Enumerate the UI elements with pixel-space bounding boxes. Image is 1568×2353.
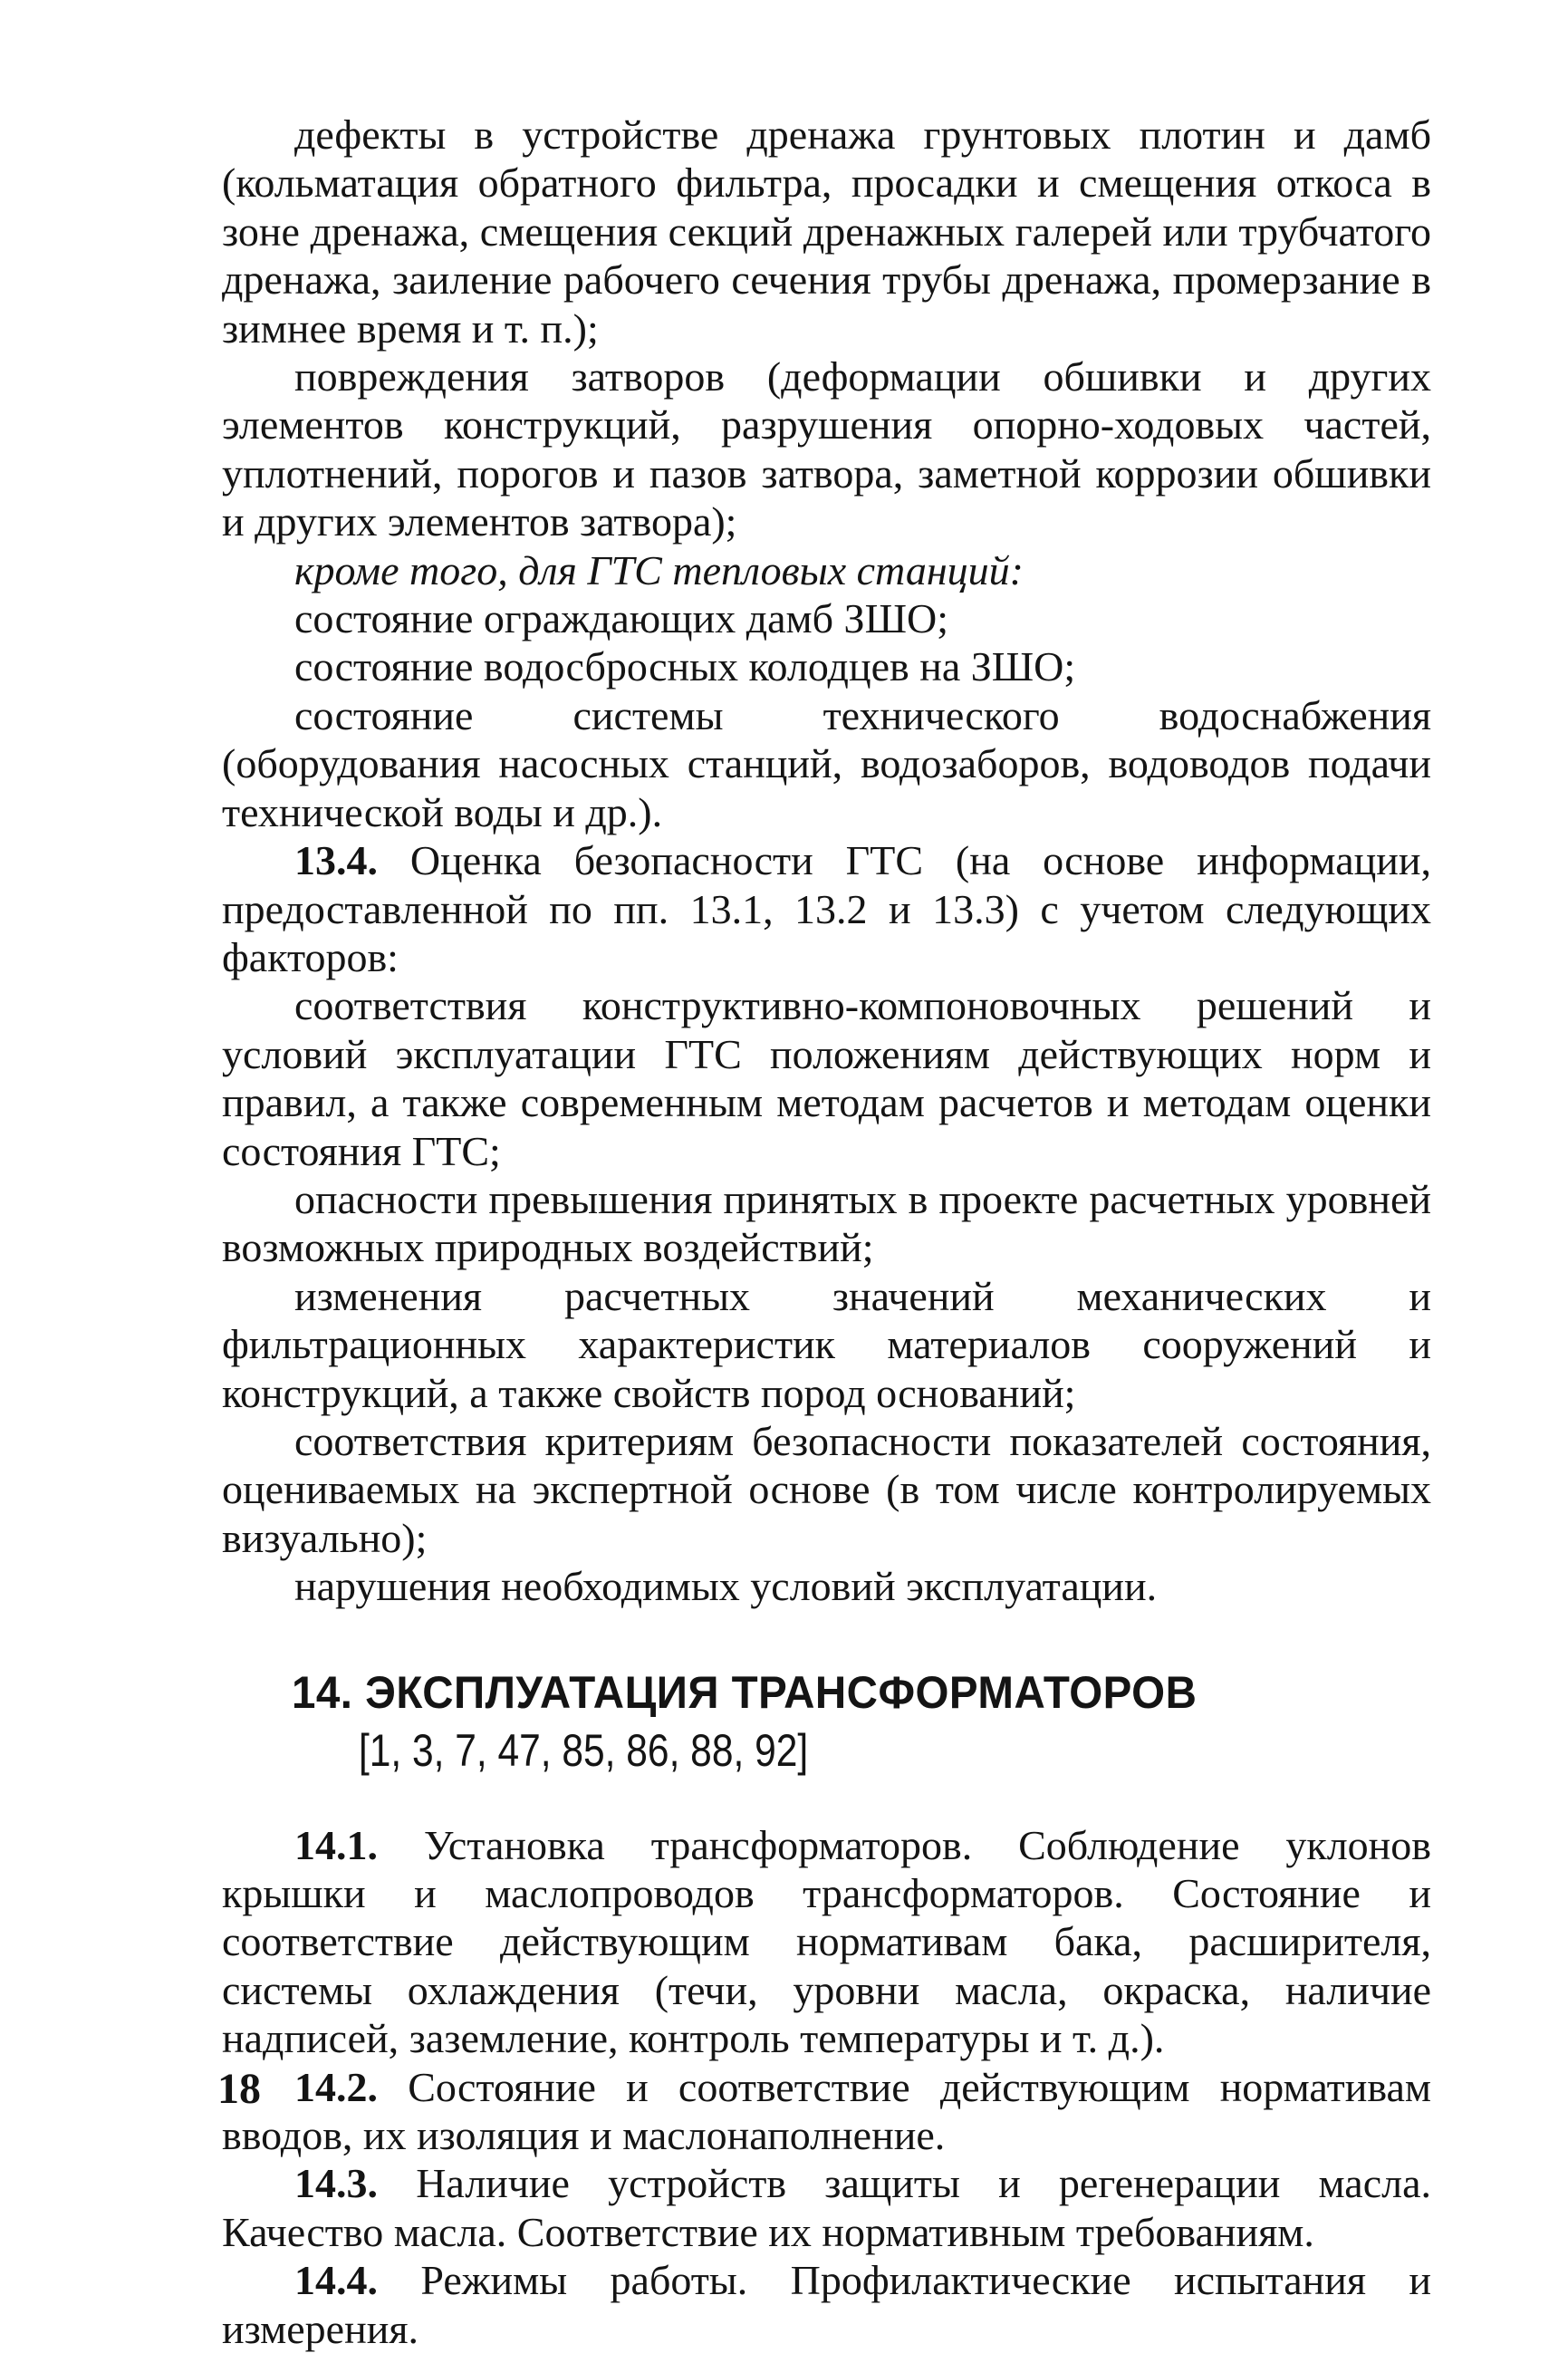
document-page	[222, 111, 1431, 2353]
section-14-heading	[222, 1663, 1431, 1779]
factor-exceedance-risk: опасности превышения принятых в проекте расчетных уровней возможных природных воздействий;	[222, 1175, 1431, 1271]
paragraph-spillway-wells: состояние водосбросных колодцев на ЗШО;	[294, 643, 1076, 690]
section-title: 14. ЭКСПЛУАТАЦИЯ ТРАНСФОРМАТОРОВ	[292, 1666, 1198, 1718]
section-references: [1, 3, 7, 47, 85, 86, 88, 92]	[358, 1724, 809, 1776]
factor-compliance: соответствия конструктивно-компоновочных решений и условий эксплуатации ГТС положениям действующих норм и правил, а также современным методам расчетов и методам оценки состояния ГТС;	[222, 982, 1431, 1174]
paragraph-number: 14.1.	[294, 1821, 378, 1868]
paragraph-drainage-defects: дефекты в устройстве дренажа грунтовых плотин и дамб (кольматация обратного фильтра, просадки и смещения откоса в зоне дренажа, смещения секций дренажных галерей или трубчатого дренажа, заиление рабочего сечения трубы дренажа, промерзание в зимнее время и т. п.);	[222, 111, 1431, 352]
paragraph-water-supply: состояние системы технического водоснабжения (оборудования насосных станций, водозаборов, водоводов подачи технической воды и др.).	[222, 691, 1431, 835]
paragraph-text: Режимы работы. Профилактические испытания и измерения.	[222, 2257, 1431, 2352]
paragraph-gate-damage: повреждения затворов (деформации обшивки и других элементов конструкций, разрушения опорно-ходовых частей, уплотнений, порогов и пазов затвора, заметной коррозии обшивки и других элементов затвора);	[222, 353, 1431, 545]
paragraph-text: Оценка безопасности ГТС (на основе информации, предоставленной по пп. 13.1, 13.2 и 13.3) с учетом следующих факторов:	[222, 837, 1431, 980]
paragraph-text: Наличие устройств защиты и регенерации масла. Качество масла. Соответствие их нормативным требованиям.	[222, 2160, 1431, 2255]
page-number: 18	[217, 2065, 261, 2113]
paragraph-14-4	[222, 2256, 1431, 2353]
paragraph-13-4	[222, 836, 1431, 981]
paragraph-text: Установка трансформаторов. Соблюдение уклонов крышки и маслопроводов трансформаторов. Состояние и соответствие действующим нормативам бака, расширителя, системы охлаждения (течи, уровни масла, окраска, наличие надписей, заземление, контроль температуры и т. д.).	[222, 1821, 1431, 2062]
paragraph-14-2	[222, 2063, 1431, 2160]
paragraph-number: 14.4.	[294, 2257, 378, 2304]
paragraph-14-3	[222, 2159, 1431, 2256]
paragraph-enclosing-dams: состояние ограждающих дамб ЗШО;	[294, 595, 948, 642]
factor-safety-criteria: соответствия критериям безопасности показателей состояния, оцениваемых на экспертной основе (в том числе контролируемых визуально);	[222, 1417, 1431, 1561]
factor-operation-violations: нарушения необходимых условий эксплуатации.	[294, 1563, 1158, 1610]
paragraph-number: 14.3.	[294, 2160, 378, 2207]
paragraph-number: 13.4.	[294, 837, 378, 884]
factor-value-changes: изменения расчетных значений механических и фильтрационных характеристик материалов сооружений и конструкций, а также свойств пород оснований;	[222, 1272, 1431, 1416]
paragraph-number: 14.2.	[294, 2063, 378, 2110]
thermal-stations-intro: кроме того, для ГТС тепловых станций:	[294, 546, 1024, 593]
paragraph-text: Состояние и соответствие действующим нормативам вводов, их изоляция и маслонаполнение.	[222, 2063, 1431, 2159]
paragraph-14-1	[222, 1821, 1431, 2063]
